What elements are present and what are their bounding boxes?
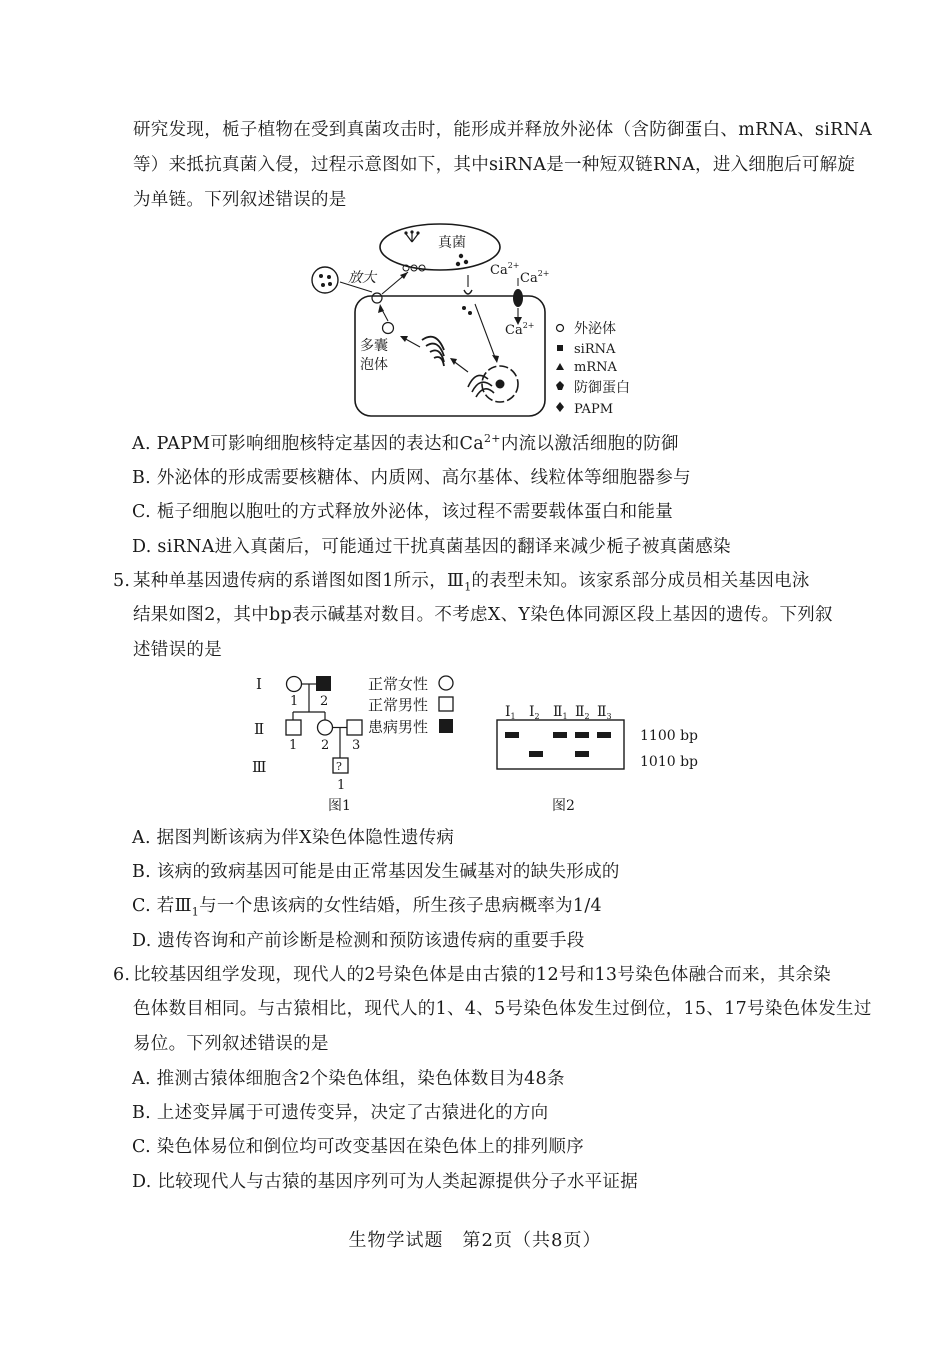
I-2-affected-male <box>316 676 331 691</box>
amplify-label: 放大 <box>348 270 376 286</box>
q4-option-c[interactable]: C. 栀子细胞以胞吐的方式释放外泌体，该过程不需要载体蛋白和能量 <box>132 502 673 522</box>
svg-text:2: 2 <box>320 694 329 709</box>
q6-stem-line-3: 易位。下列叙述错误的是 <box>133 1034 329 1054</box>
q5-option-a[interactable]: A. 据图判断该病为伴X染色体隐性遗传病 <box>132 828 455 848</box>
q5-stem-line-1: 某种单基因遗传病的系谱图如图1所示，$Ⅲ_1$的表型未知。该家系部分成员相关基因电泳 <box>133 571 810 594</box>
gel-band-1100 <box>553 732 567 738</box>
q4-stem-line-1: 研究发现，栀子植物在受到真菌攻击时，能形成并释放外泌体（含防御蛋白、mRNA、siRNA <box>133 120 873 140</box>
svg-text:3: 3 <box>352 738 361 753</box>
er <box>468 375 494 397</box>
q5-stem-line-2: 结果如图2，其中bp表示碱基对数目。不考虑X、Y染色体同源区段上基因的遗传。下列叙 <box>133 605 833 625</box>
q4-option-b[interactable]: B. 外泌体的形成需要核糖体、内质网、高尔基体、线粒体等细胞器参与 <box>132 468 691 488</box>
svg-text:PAPM: PAPM <box>574 402 613 417</box>
q5-option-b[interactable]: B. 该病的致病基因可能是由正常基因发生碱基对的缺失形成的 <box>132 862 620 882</box>
golgi <box>422 337 444 366</box>
q6-number: 6. <box>113 965 131 985</box>
gel-lane-label: $Ⅰ_2$ <box>529 704 540 721</box>
gen-I: Ⅰ <box>256 675 262 693</box>
ca-label-1: $Ca^{2+}$ <box>490 261 520 278</box>
ca-label-2: $Ca^{2+}$ <box>520 269 550 286</box>
q6-stem-line-1: 比较基因组学发现，现代人的2号染色体是由古猿的12号和13号染色体融合而来，其余染 <box>133 965 831 985</box>
q4-option-d[interactable]: D. siRNA进入真菌后，可能通过干扰真菌基因的翻译来减少栀子被真菌感染 <box>132 537 731 557</box>
plant-cell <box>355 296 545 416</box>
q5-option-c[interactable]: C. 若$Ⅲ_1$与一个患该病的女性结婚，所生孩子患病概率为1/4 <box>132 896 602 919</box>
gen-III: Ⅲ <box>252 758 267 776</box>
q6-option-c[interactable]: C. 染色体易位和倒位均可改变基因在染色体上的排列顺序 <box>132 1137 584 1157</box>
q4-stem-line-2: 等）来抵抗真菌入侵，过程示意图如下，其中siRNA是一种短双链RNA，进入细胞后可解旋 <box>133 155 856 175</box>
gel-band-1100 <box>505 732 519 738</box>
mvb-label-2: 泡体 <box>360 357 388 373</box>
ca-label-3: $Ca^{2+}$ <box>505 321 535 338</box>
exosome-diagram <box>300 222 650 422</box>
svg-text:1: 1 <box>289 738 298 753</box>
gen-II: Ⅱ <box>254 720 265 738</box>
papm-channel <box>513 289 523 307</box>
gel-figure <box>490 700 710 816</box>
fig2-caption: 图2 <box>552 798 575 814</box>
q6-option-d[interactable]: D. 比较现代人与古猿的基因序列可为人类起源提供分子水平证据 <box>132 1172 639 1192</box>
svg-text:正常男性: 正常男性 <box>368 696 429 714</box>
gel-lane-label: $Ⅱ_2$ <box>575 704 590 721</box>
svg-text:mRNA: mRNA <box>574 360 617 375</box>
page-footer: 生物学试题 第2页（共8页） <box>348 1230 602 1251</box>
svg-text:正常女性: 正常女性 <box>368 675 429 693</box>
II-3-male <box>347 720 362 735</box>
diagram-legend <box>556 320 630 417</box>
fungus-label: 真菌 <box>438 235 466 251</box>
svg-text:?: ? <box>336 760 342 773</box>
I-1-female <box>287 677 302 692</box>
svg-text:患病男性: 患病男性 <box>368 718 429 736</box>
gel-band-1100 <box>597 732 611 738</box>
gel-band-1010 <box>529 751 543 757</box>
q6-option-a[interactable]: A. 推测古猿体细胞含2个染色体组，染色体数目为48条 <box>132 1069 565 1089</box>
gel-box <box>497 720 624 769</box>
svg-text:siRNA: siRNA <box>574 342 616 357</box>
q5-option-d[interactable]: D. 遗传咨询和产前诊断是检测和预防该遗传病的重要手段 <box>132 931 585 951</box>
svg-text:1: 1 <box>290 694 299 709</box>
svg-text:2: 2 <box>321 738 330 753</box>
q5-number: 5. <box>113 571 131 591</box>
II-2-female <box>318 720 333 735</box>
marker-1010: 1010 bp <box>640 754 699 770</box>
fig1-caption: 图1 <box>328 798 351 814</box>
amplified-exosome <box>312 267 338 293</box>
q4-option-a[interactable]: A. PAPM可影响细胞核特定基因的表达和$Ca^{2+}$内流以激活细胞的防御 <box>132 432 679 454</box>
pedigree-figure <box>248 668 468 816</box>
mvb <box>383 323 394 334</box>
gel-lane-label: $Ⅱ_1$ <box>553 704 568 721</box>
q6-stem-line-2: 色体数目相同。与古猿相比，现代人的1、4、5号染色体发生过倒位，15、17号染色体发生过 <box>133 999 872 1019</box>
gel-band-1100 <box>575 732 589 738</box>
marker-1100: 1100 bp <box>640 728 699 744</box>
gel-lane-label: $Ⅰ_1$ <box>505 704 516 721</box>
svg-text:外泌体: 外泌体 <box>574 321 616 337</box>
svg-text:防御蛋白: 防御蛋白 <box>574 380 630 396</box>
q6-option-b[interactable]: B. 上述变异属于可遗传变异，决定了古猿进化的方向 <box>132 1103 549 1123</box>
q4-stem-line-3: 为单链。下列叙述错误的是 <box>133 190 347 210</box>
mvb-label-1: 多囊 <box>360 338 388 354</box>
svg-text:1: 1 <box>337 778 346 793</box>
q5-stem-line-3: 述错误的是 <box>133 640 222 660</box>
gel-band-1010 <box>575 751 589 757</box>
II-1-male <box>286 720 301 735</box>
gel-lane-label: $Ⅱ_3$ <box>597 704 612 721</box>
